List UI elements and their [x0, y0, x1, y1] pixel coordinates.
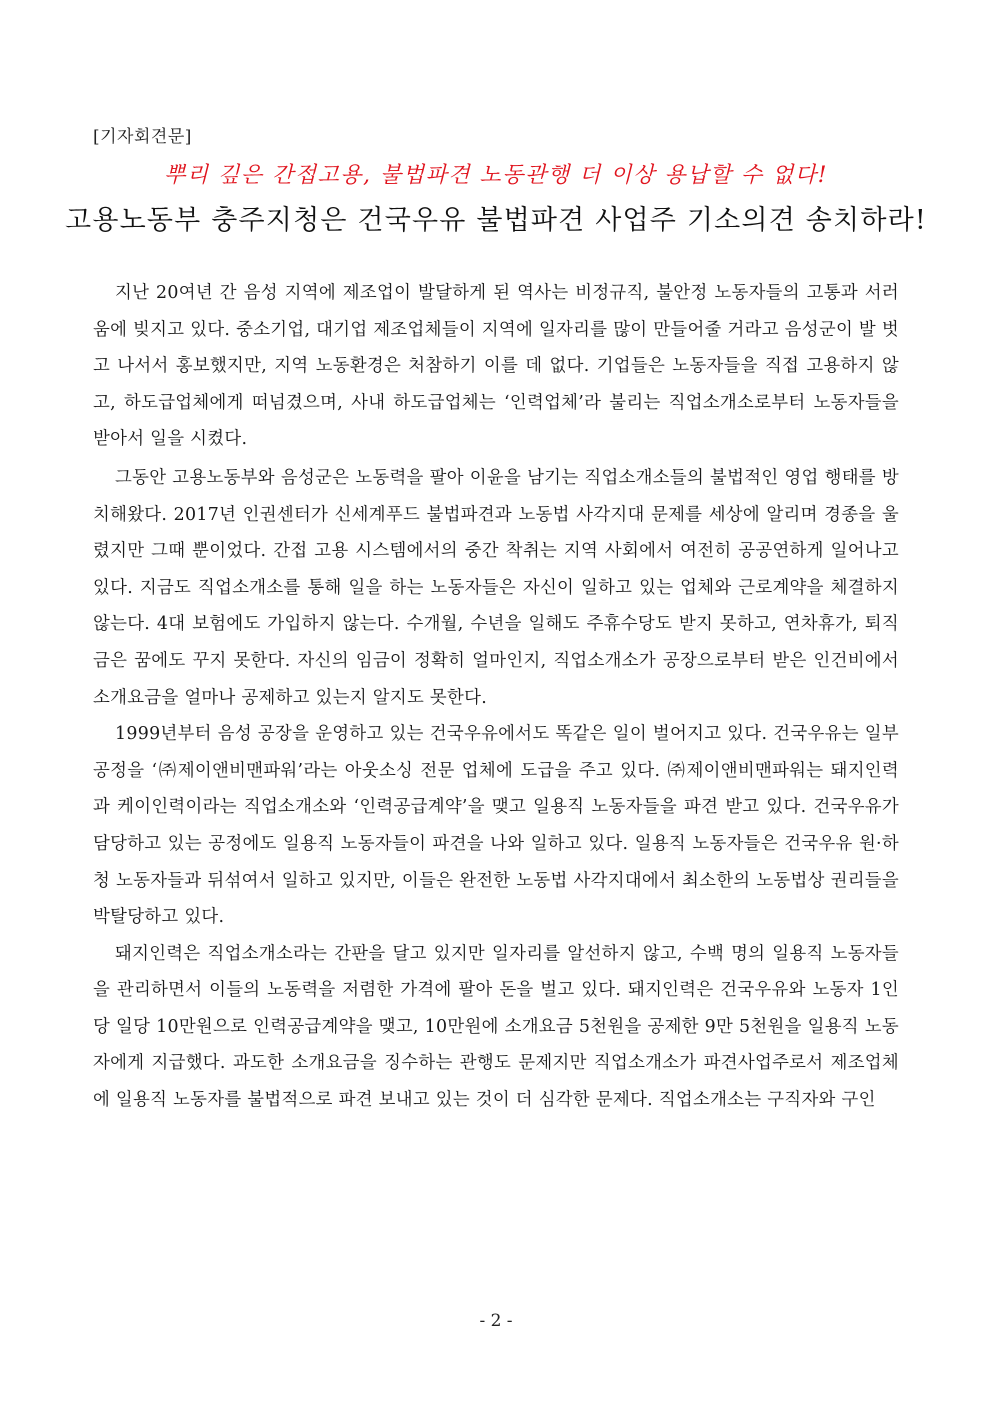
paragraph-2: 그동안 고용노동부와 음성군은 노동력을 팔아 이윤을 남기는 직업소개소들의 불법적인 영업 행태를 방치해왔다. 2017년 인권센터가 신세계푸드 불법파견과 노동법 사각지대 문제를 세상에 알리며 경종을 울렸지만 그때 뿐이었다. 간접 고용 시스템에서의 중간 착취는 지역 사회에서 여전히 공공연하게 일어나고 있다. 지금도 직업소개소를 통해 일을 하는 노동자들은 자신이 일하고 있는 업체와 근로계약을 체결하지 않는다. 4대 보험에도 가입하지 않는다. 수개월, 수년을 일해도 주휴수당도 받지 못하고, 연차휴가, 퇴직금은 꿈에도 꾸지 못한다. 자신의 임금이 정확히 얼마인지, 직업소개소가 공장으로부터 받은 인건비에서 소개요금을 얼마나 공제하고 있는지 알지도 못한다.	[93, 467, 899, 708]
document-body	[93, 275, 899, 1119]
document-title: 고용노동부 충주지청은 건국우유 불법파견 사업주 기소의견 송치하라!	[65, 205, 927, 236]
paragraph-4: 돼지인력은 직업소개소라는 간판을 달고 있지만 일자리를 알선하지 않고, 수백 명의 일용직 노동자들을 관리하면서 이들의 노동력을 저렴한 가격에 팔아 돈을 벌고 있다. 돼지인력은 건국우유와 노동자 1인당 일당 10만원으로 인력공급계약을 맺고, 10만원에 소개요금 5천원을 공제한 9만 5천원을 일용직 노동자에게 지급했다. 과도한 소개요금을 징수하는 관행도 문제지만 직업소개소가 파견사업주로서 제조업체에 일용직 노동자를 불법적으로 파견 보내고 있는 것이 더 심각한 문제다. 직업소개소는 구직자와 구인	[93, 943, 899, 1111]
document-subtitle: 뿌리 깊은 간접고용, 불법파견 노동관행 더 이상 용납할 수 없다!	[163, 163, 829, 188]
document-type-label: [기자회견문]	[93, 127, 192, 147]
paragraph-3: 1999년부터 음성 공장을 운영하고 있는 건국우유에서도 똑같은 일이 벌어지고 있다. 건국우유는 일부 공정을 ‘㈜제이앤비맨파워’라는 아웃소싱 전문 업체에 도급을 주고 있다. ㈜제이앤비맨파워는 돼지인력과 케이인력이라는 직업소개소와 ‘인력공급계약’을 맺고 일용직 노동자들을 파견 받고 있다. 건국우유가 담당하고 있는 공정에도 일용직 노동자들이 파견을 나와 일하고 있다. 일용직 노동자들은 건국우유 원·하청 노동자들과 뒤섞여서 일하고 있지만, 이들은 완전한 노동법 사각지대에서 최소한의 노동법상 권리들을 박탈당하고 있다.	[93, 724, 899, 928]
page-number: - 2 -	[479, 1311, 513, 1331]
paragraph-1: 지난 20여년 간 음성 지역에 제조업이 발달하게 된 역사는 비정규직, 불안정 노동자들의 고통과 서러움에 빚지고 있다. 중소기업, 대기업 제조업체들이 지역에 일자리를 많이 만들어줄 거라고 음성군이 발 벗고 나서서 홍보했지만, 지역 노동환경은 처참하기 이를 데 없다. 기업들은 노동자들을 직접 고용하지 않고, 하도급업체에게 떠넘겼으며, 사내 하도급업체는 ‘인력업체’라 불리는 직업소개소로부터 노동자들을 받아서 일을 시켰다.	[93, 283, 899, 450]
